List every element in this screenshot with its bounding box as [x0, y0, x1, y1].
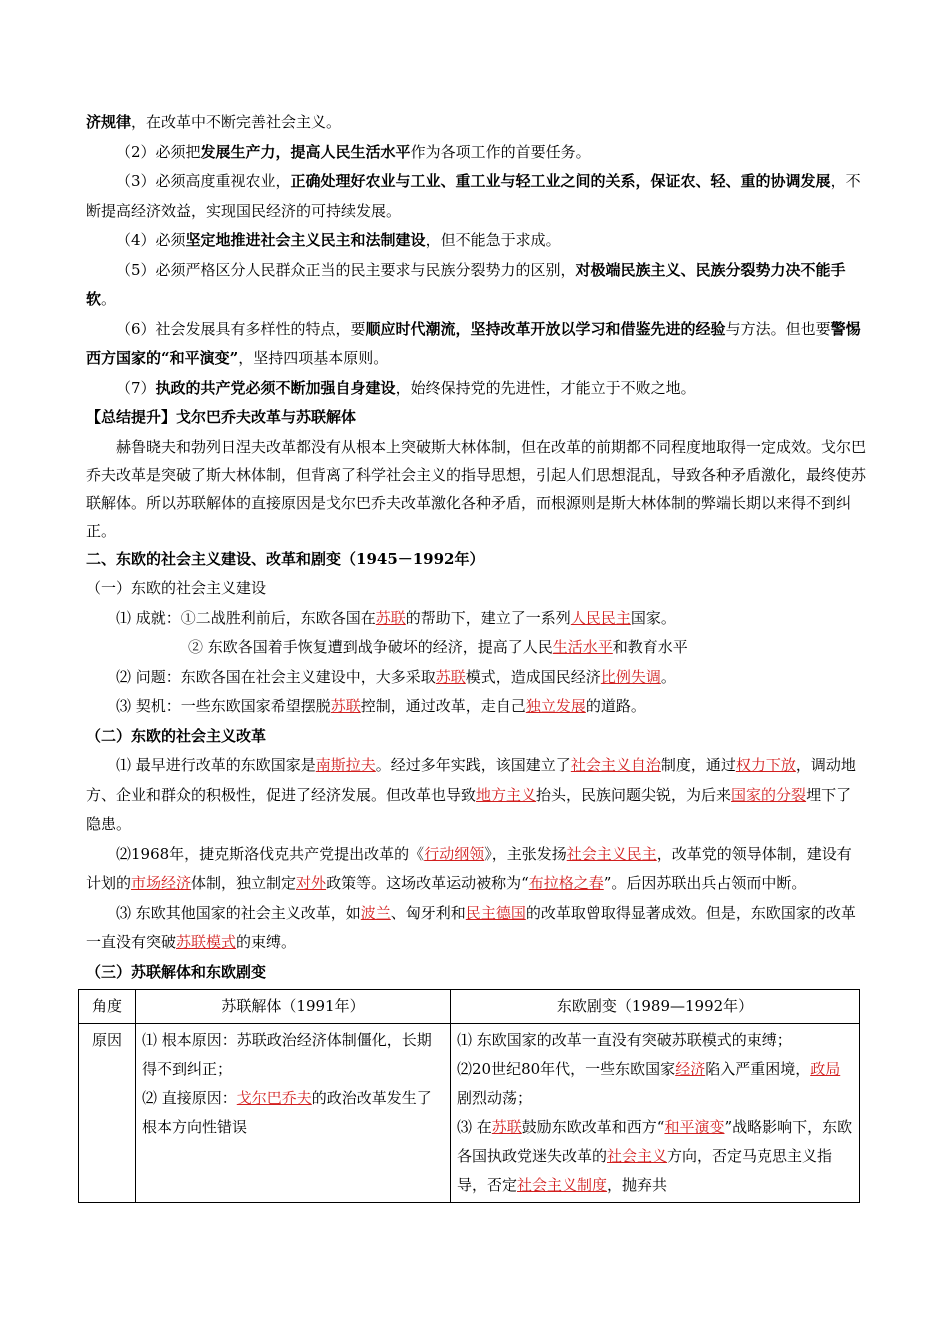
list-item: ⑶ 契机：一些东欧国家希望摆脱苏联控制，通过改革，走自己独立发展的道路。 [116, 697, 646, 715]
comparison-table [78, 989, 860, 1203]
paragraph: （5）必须严格区分人民群众正当的民主要求与民族分裂势力的区别，对极端民族主义、民族分裂势力决不能手软。 [86, 260, 846, 308]
paragraph: ⑶ 东欧其他国家的社会主义改革，如波兰、匈牙利和民主德国的改革取曾取得显著成效。但是，东欧国家的改革一直没有突破苏联模式的束缚。 [86, 903, 856, 951]
table-cell: ⑴ 东欧国家的改革一直没有突破苏联模式的束缚； ⑵20世纪80年代，一些东欧国家经济陷入严重困境，政局剧烈动荡； ⑶ 在苏联鼓励东欧改革和西方“和平演变”战略影响下，东欧各国执政党迷失改革的社会主义方向，否定马克思主义指导，否定社会主义制度，抛弃共 [451, 1024, 860, 1203]
summary-text: 赫鲁晓夫和勃列日涅夫改革都没有从根本上突破斯大林体制，但在改革的前期都不同程度地取得一定成效。戈尔巴乔夫改革是突破了斯大林体制，但背离了科学社会主义的指导思想，引起人们思想混乱，导致各种矛盾激化，最终使苏联解体。所以苏联解体的直接原因是戈尔巴乔夫改革激化各种矛盾，而根源则是斯大林体制的弊端长期以来得不到纠正。 [86, 437, 867, 540]
document-page [86, 108, 866, 1203]
table-header-row [79, 990, 860, 1024]
table-row [79, 1024, 860, 1203]
table-header-cell: 东欧剧变（1989—1992年） [451, 990, 860, 1024]
paragraph: （4）必须坚定地推进社会主义民主和法制建设，但不能急于求成。 [116, 231, 561, 249]
paragraph: （6）社会发展具有多样性的特点，要顺应时代潮流，坚持改革开放以学习和借鉴先进的经验与方法。但也要警惕西方国家的“和平演变”，坚持四项基本原则。 [86, 319, 861, 367]
subsection-heading: （一）东欧的社会主义建设 [86, 579, 267, 597]
list-item: ② 东欧各国着手恢复遭到战争破坏的经济，提高了人民生活水平和教育水平 [188, 638, 688, 656]
table-header-cell: 苏联解体（1991年） [136, 990, 451, 1024]
paragraph: 济规律，在改革中不断完善社会主义。 [86, 113, 342, 131]
table-cell: 原因 [79, 1024, 136, 1203]
list-item: ⑴ 成就：①二战胜利前后，东欧各国在苏联的帮助下，建立了一系列人民民主国家。 [116, 608, 676, 627]
section-heading: 二、东欧的社会主义建设、改革和剧变（1945－1992年） [86, 549, 485, 568]
paragraph: （2）必须把发展生产力，提高人民生活水平作为各项工作的首要任务。 [116, 142, 591, 161]
summary-heading: 【总结提升】戈尔巴乔夫改革与苏联解体 [86, 408, 357, 426]
paragraph: （7）执政的共产党必须不断加强自身建设，始终保持党的先进性，才能立于不败之地。 [116, 378, 696, 397]
subsection-heading: （三）苏联解体和东欧剧变 [86, 962, 267, 981]
list-item: ⑵ 问题：东欧各国在社会主义建设中，大多采取苏联模式，造成国民经济比例失调。 [116, 667, 676, 686]
paragraph: ⑴ 最早进行改革的东欧国家是南斯拉夫。经过多年实践，该国建立了社会主义自治制度，通过权力下放，调动地方、企业和群众的积极性，促进了经济发展。但改革也导致地方主义抬头，民族问题尖锐，为后来国家的分裂埋下了隐患。 [86, 756, 856, 833]
table-cell: ⑴ 根本原因：苏联政治经济体制僵化，长期得不到纠正； ⑵ 直接原因：戈尔巴乔夫的政治改革发生了根本方向性错误 [136, 1024, 451, 1203]
table-header-cell: 角度 [79, 990, 136, 1024]
subsection-heading: （二）东欧的社会主义改革 [86, 726, 267, 745]
paragraph: ⑵1968年，捷克斯洛伐克共产党提出改革的《行动纲领》，主张发扬社会主义民主，改革党的领导体制，建设有计划的市场经济体制，独立制定对外政策等。这场改革运动被称为“布拉格之春”。后因苏联出兵占领而中断。 [86, 844, 852, 892]
paragraph: （3）必须高度重视农业，正确处理好农业与工业、重工业与轻工业之间的关系，保证农、轻、重的协调发展，不断提高经济效益，实现国民经济的可持续发展。 [86, 172, 861, 220]
